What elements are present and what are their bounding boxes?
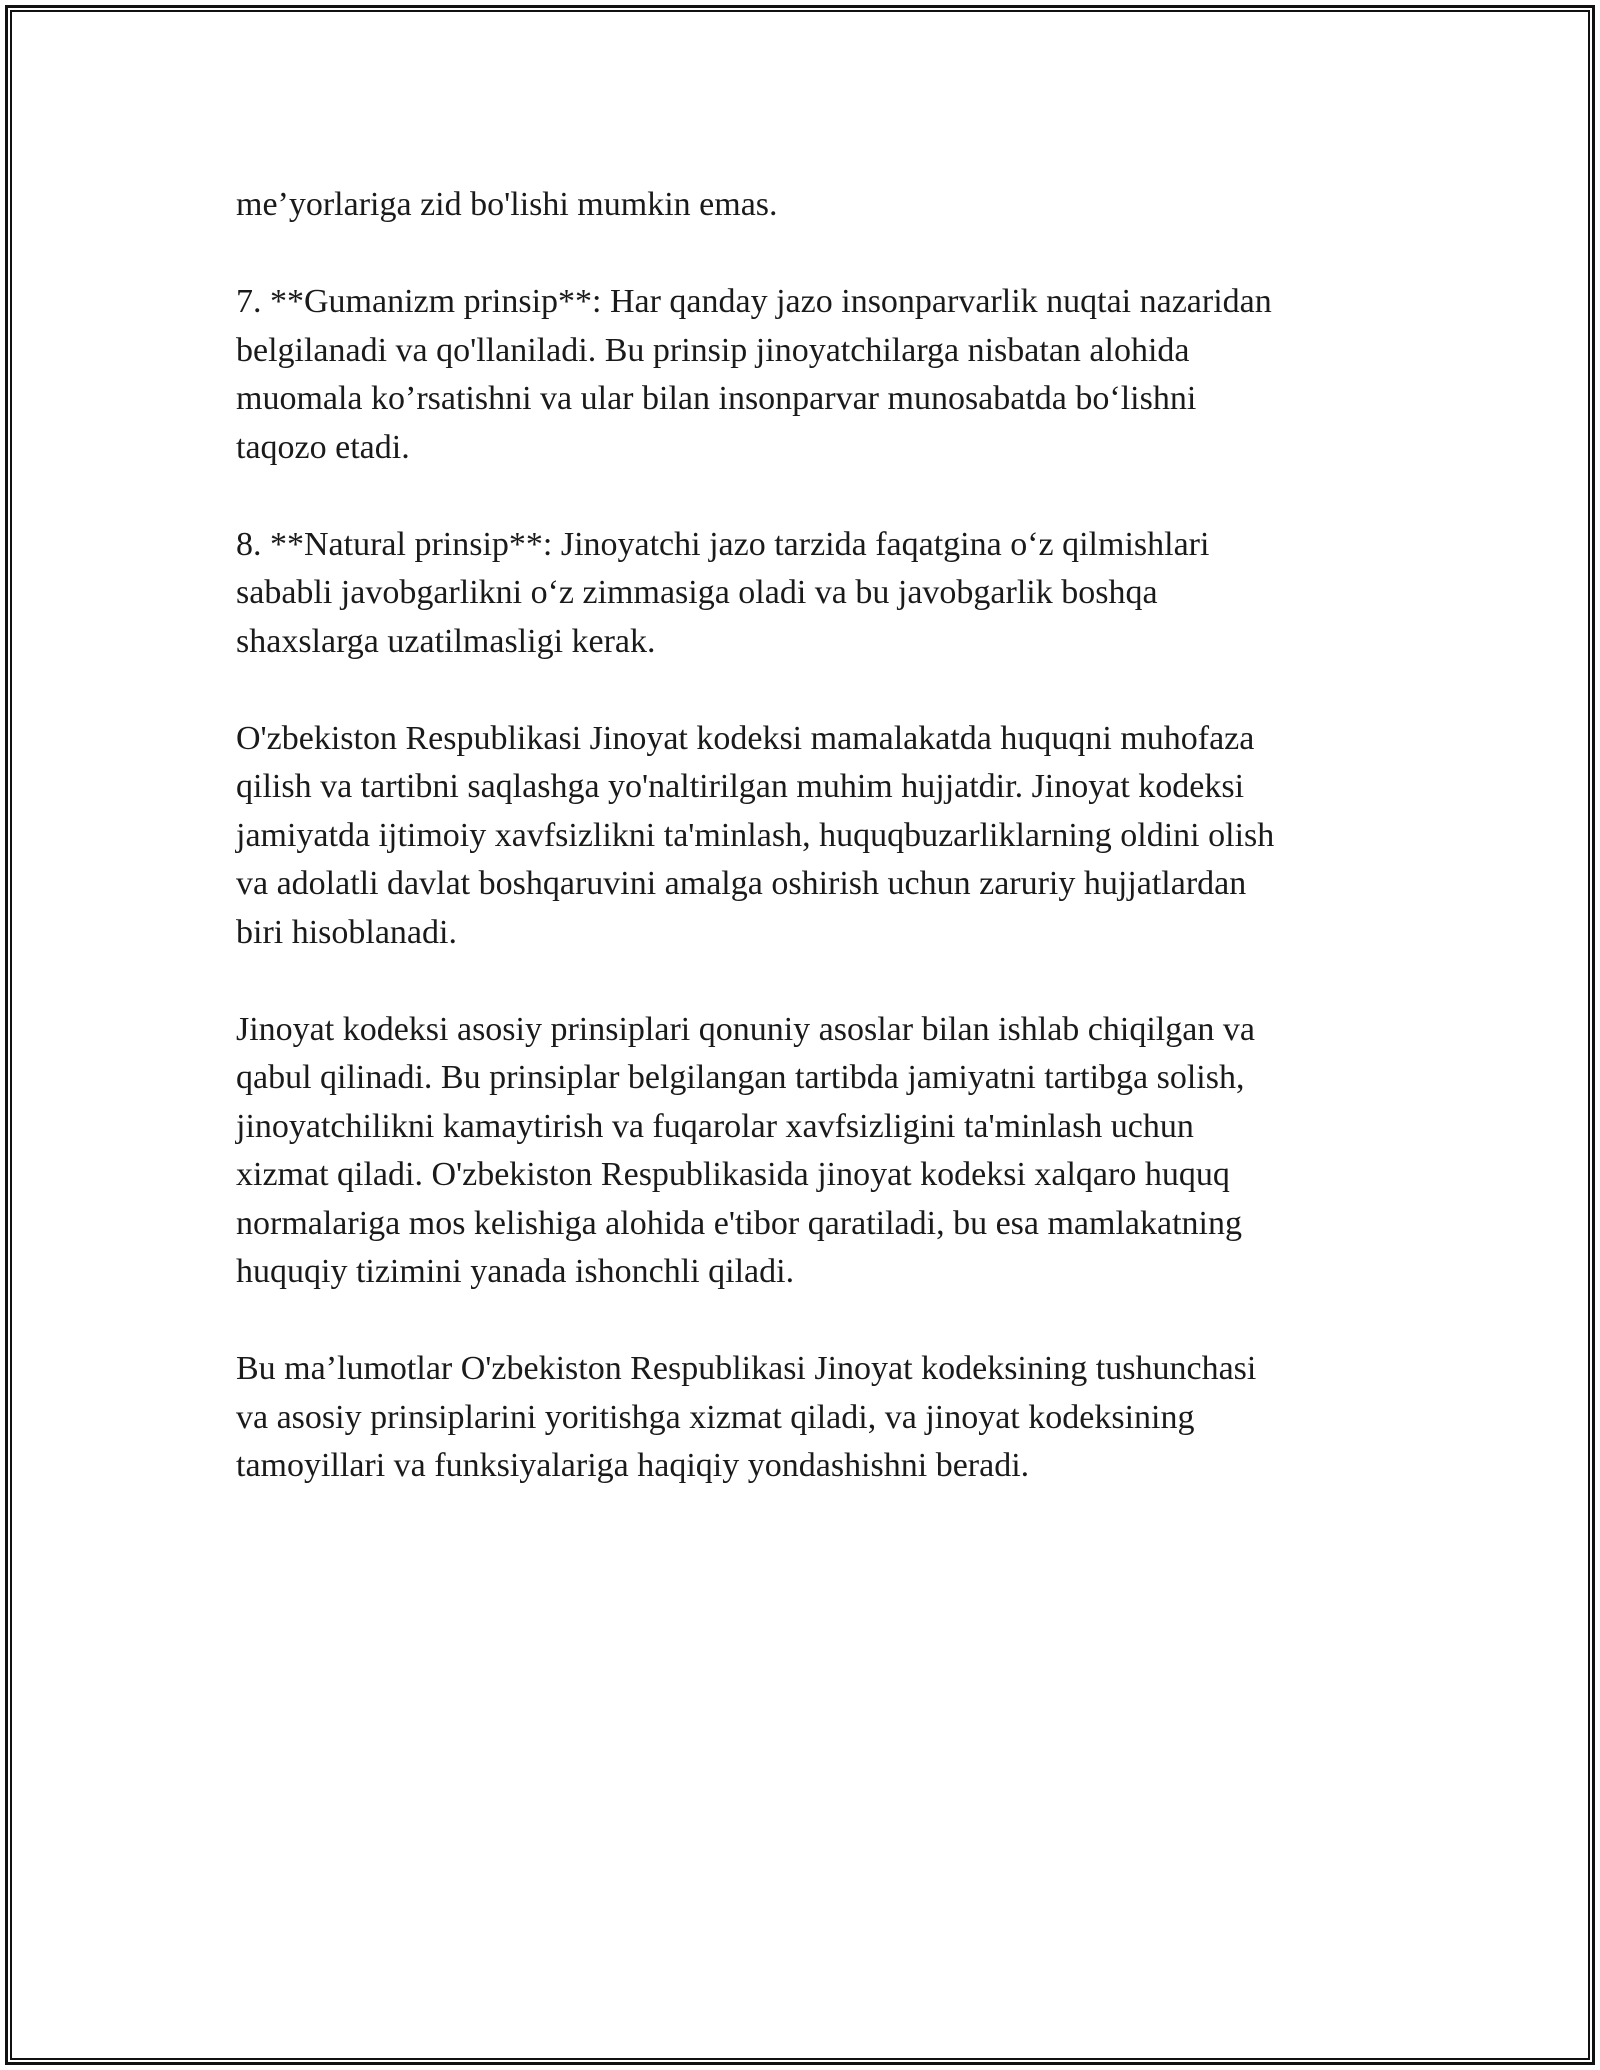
paragraph-gumanizm-principle: 7. **Gumanizm prinsip**: Har qanday jazo insonparvarlik nuqtai nazaridan belgilanadi va qo'llaniladi. Bu prinsip jinoyatchilarga nisbatan alohida muomala ko’rsatishni va ular bilan insonparvar munosabatda bo‘lishni taqozo etadi. [236,283,1272,466]
paragraph-criminal-code-principles: Jinoyat kodeksi asosiy prinsiplari qonuniy asoslar bilan ishlab chiqilgan va qabul qilinadi. Bu prinsiplar belgilangan tartibda jamiyatni tartibga solish, jinoyatchilikni kamaytirish va fuqarolar xavfsizligini ta'minlash uchun xizmat qiladi. O'zbekiston Respublikasida jinoyat kodeksi xalqaro huquq normalariga mos kelishiga alohida e'tibor qaratiladi, bu esa mamlakatning huquqiy tizimini yanada ishonchli qiladi. [236,1010,1255,1290]
document-body [236,181,1366,1539]
paragraph-continuation: me’yorlariga zid bo'lishi mumkin emas. [236,186,778,223]
paragraph-natural-principle: 8. **Natural prinsip**: Jinoyatchi jazo tarzida faqatgina o‘z qilmishlari sababli javobgarlikni o‘z zimmasiga oladi va bu javobgarlik boshqa shaxslarga uzatilmasligi kerak. [236,525,1210,660]
paragraph-conclusion: Bu ma’lumotlar O'zbekiston Respublikasi Jinoyat kodeksining tushunchasi va asosiy prinsiplarini yoritishga xizmat qiladi, va jinoyat kodeksining tamoyillari va funksiyalariga haqiqiy yondashishni beradi. [236,1350,1257,1484]
paragraph-criminal-code-overview: O'zbekiston Respublikasi Jinoyat kodeksi mamalakatda huquqni muhofaza qilish va tartibni saqlashga yo'naltirilgan muhim hujjatdir. Jinoyat kodeksi jamiyatda ijtimoiy xavfsizlikni ta'minlash, huquqbuzarliklarning oldini olish va adolatli davlat boshqaruvini amalga oshirish uchun zaruriy hujjatlardan biri hisoblanadi. [236,719,1275,951]
